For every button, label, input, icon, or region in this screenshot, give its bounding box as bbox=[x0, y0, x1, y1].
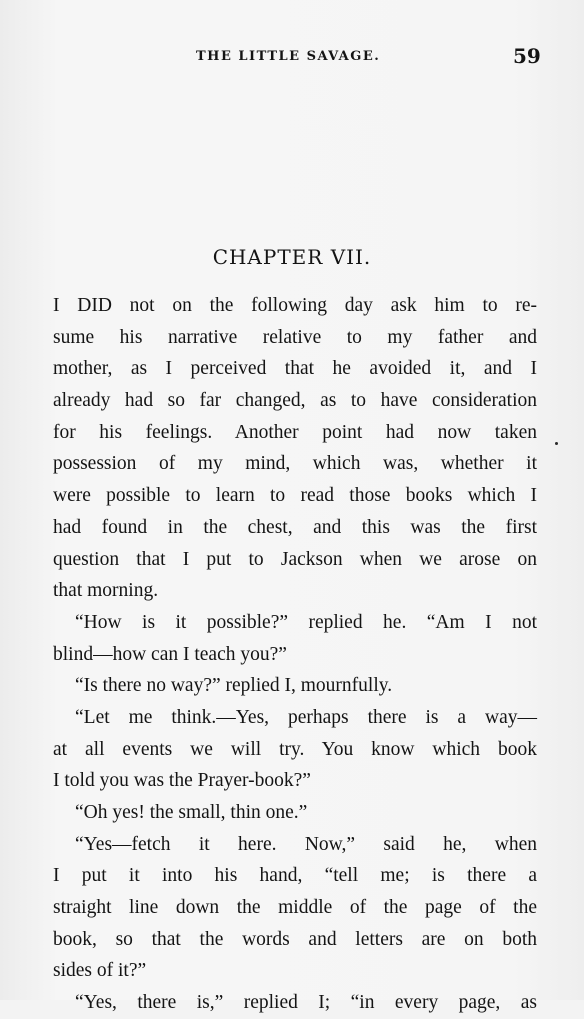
text-line: “Oh yes! the small, thin one.” bbox=[75, 802, 308, 823]
running-head: THE LITTLE SAVAGE. bbox=[196, 49, 381, 64]
text-line: that morning. bbox=[53, 580, 159, 602]
text-line: possession of my mind, which was, whether it bbox=[53, 453, 537, 475]
text-line: already had so far changed, as to have consideration bbox=[53, 390, 537, 412]
text-line: at all events we will try. You know which book bbox=[53, 738, 537, 760]
text-line: sides of it?” bbox=[53, 960, 147, 982]
text-line: I told you was the Prayer-book?” bbox=[53, 770, 311, 792]
text-line: straight line down the middle of the page of the bbox=[53, 897, 537, 919]
text-line: for his feelings. Another point had now taken bbox=[53, 421, 537, 443]
page-number: 59 bbox=[513, 44, 541, 68]
text-line: “Let me think.—Yes, perhaps there is a way— bbox=[75, 706, 537, 728]
chapter-title: CHAPTER VII. bbox=[212, 245, 372, 269]
text-line: “Yes—fetch it here. Now,” said he, when bbox=[75, 833, 537, 855]
text-line: “Yes, there is,” replied I; “in every page, as bbox=[75, 992, 537, 1014]
ink-speck bbox=[555, 442, 558, 445]
text-line: question that I put to Jackson when we arose on bbox=[53, 548, 537, 570]
text-line: sume his narrative relative to my father and bbox=[53, 326, 537, 348]
text-line: I DID not on the following day ask him to re- bbox=[53, 295, 537, 316]
text-line: were possible to learn to read those books which I bbox=[53, 485, 537, 507]
text-line: I put it into his hand, “tell me; is there a bbox=[53, 865, 537, 887]
text-line: book, so that the words and letters are on both bbox=[53, 928, 537, 950]
body-text bbox=[53, 290, 537, 1019]
text-line: mother, as I perceived that he avoided it, and I bbox=[53, 358, 537, 380]
text-line: blind—how can I teach you?” bbox=[53, 643, 287, 665]
text-line: “How is it possible?” replied he. “Am I not bbox=[75, 611, 537, 633]
text-line: had found in the chest, and this was the first bbox=[53, 516, 537, 538]
text-line: “Is there no way?” replied I, mournfully. bbox=[75, 675, 393, 697]
